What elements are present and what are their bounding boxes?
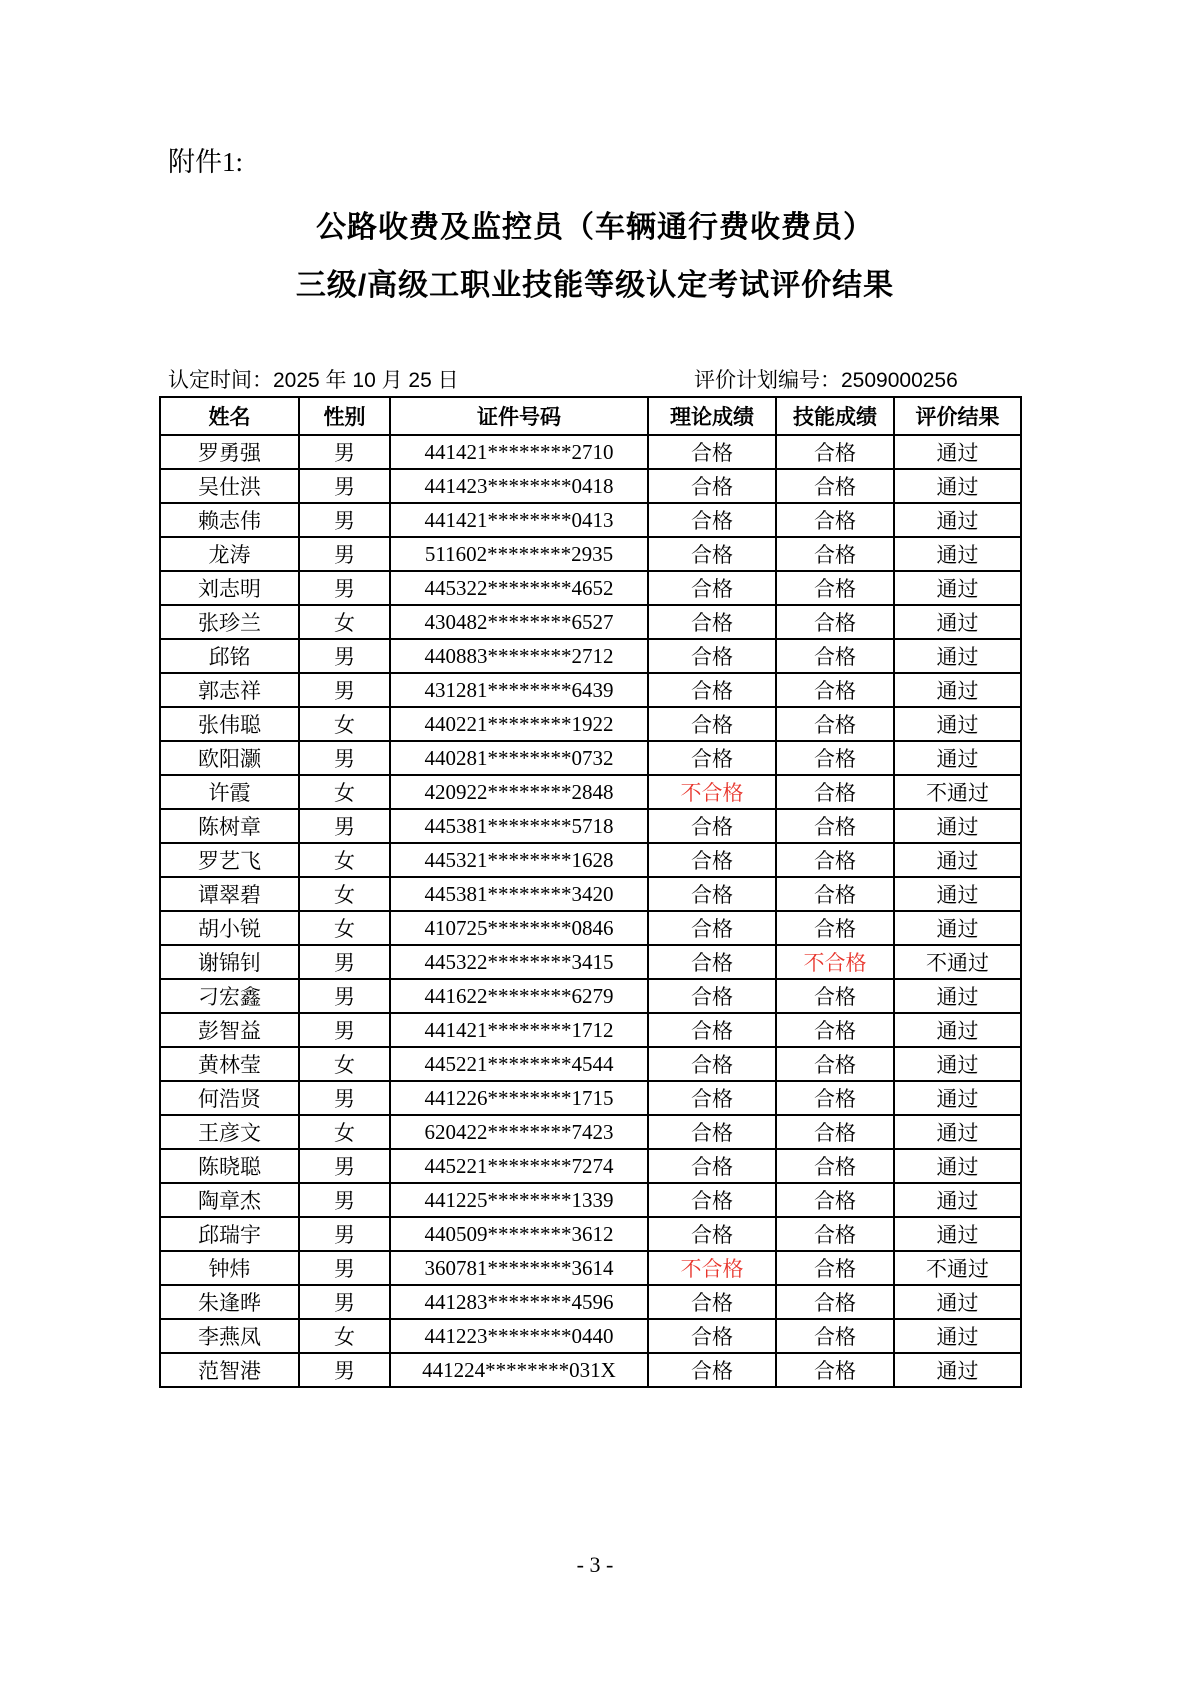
cell-name: 吴仕洪 xyxy=(160,469,299,503)
table-row xyxy=(160,741,1021,775)
cell-id_number: 441223********0440 xyxy=(390,1319,648,1353)
certification-time-value: 2025 年 10 月 25 日 xyxy=(273,369,459,392)
cell-skill_score: 合格 xyxy=(776,1353,894,1387)
cell-result: 通过 xyxy=(894,1115,1021,1149)
cell-result: 通过 xyxy=(894,435,1021,469)
table-row xyxy=(160,1217,1021,1251)
cell-name: 陈晓聪 xyxy=(160,1149,299,1183)
cell-gender: 男 xyxy=(299,673,390,707)
cell-theory_score: 合格 xyxy=(648,435,776,469)
cell-theory_score: 合格 xyxy=(648,1013,776,1047)
table-row xyxy=(160,537,1021,571)
cell-name: 邱瑞宇 xyxy=(160,1217,299,1251)
column-header-skill_score: 技能成绩 xyxy=(776,397,894,435)
table-row xyxy=(160,605,1021,639)
cell-gender: 女 xyxy=(299,605,390,639)
cell-skill_score: 合格 xyxy=(776,1217,894,1251)
cell-gender: 男 xyxy=(299,945,390,979)
cell-gender: 男 xyxy=(299,1251,390,1285)
cell-result: 通过 xyxy=(894,979,1021,1013)
cell-id_number: 441421********2710 xyxy=(390,435,648,469)
cell-gender: 女 xyxy=(299,843,390,877)
cell-theory_score: 合格 xyxy=(648,877,776,911)
evaluation-plan-number-value: 2509000256 xyxy=(841,369,958,392)
cell-skill_score: 合格 xyxy=(776,605,894,639)
cell-skill_score: 合格 xyxy=(776,1183,894,1217)
cell-result: 通过 xyxy=(894,537,1021,571)
cell-id_number: 441423********0418 xyxy=(390,469,648,503)
cell-result: 通过 xyxy=(894,639,1021,673)
cell-theory_score: 合格 xyxy=(648,707,776,741)
cell-result: 通过 xyxy=(894,1013,1021,1047)
cell-theory_score: 合格 xyxy=(648,979,776,1013)
cell-result: 通过 xyxy=(894,809,1021,843)
cell-name: 黄林莹 xyxy=(160,1047,299,1081)
cell-name: 张伟聪 xyxy=(160,707,299,741)
cell-id_number: 445221********7274 xyxy=(390,1149,648,1183)
cell-result: 不通过 xyxy=(894,1251,1021,1285)
cell-id_number: 420922********2848 xyxy=(390,775,648,809)
cell-theory_score: 合格 xyxy=(648,605,776,639)
table-row xyxy=(160,945,1021,979)
column-header-name: 姓名 xyxy=(160,397,299,435)
certification-time xyxy=(168,364,459,394)
table-row xyxy=(160,1047,1021,1081)
cell-theory_score: 合格 xyxy=(648,1115,776,1149)
cell-name: 罗勇强 xyxy=(160,435,299,469)
cell-gender: 男 xyxy=(299,435,390,469)
cell-id_number: 440509********3612 xyxy=(390,1217,648,1251)
cell-name: 王彦文 xyxy=(160,1115,299,1149)
cell-theory_score: 合格 xyxy=(648,809,776,843)
document-title-line-2: 三级/高级工职业技能等级认定考试评价结果 xyxy=(295,269,895,302)
attachment-label: 附件1: xyxy=(168,147,244,177)
cell-id_number: 445322********3415 xyxy=(390,945,648,979)
cell-name: 邱铭 xyxy=(160,639,299,673)
cell-gender: 女 xyxy=(299,1115,390,1149)
table-row xyxy=(160,1013,1021,1047)
cell-result: 通过 xyxy=(894,1081,1021,1115)
cell-id_number: 511602********2935 xyxy=(390,537,648,571)
cell-gender: 男 xyxy=(299,571,390,605)
cell-skill_score: 合格 xyxy=(776,1081,894,1115)
cell-gender: 男 xyxy=(299,639,390,673)
table-row xyxy=(160,1319,1021,1353)
cell-name: 胡小锐 xyxy=(160,911,299,945)
cell-id_number: 430482********6527 xyxy=(390,605,648,639)
cell-gender: 男 xyxy=(299,1149,390,1183)
cell-id_number: 445381********3420 xyxy=(390,877,648,911)
cell-id_number: 441421********1712 xyxy=(390,1013,648,1047)
cell-skill_score: 合格 xyxy=(776,809,894,843)
cell-skill_score: 合格 xyxy=(776,979,894,1013)
cell-theory_score: 不合格 xyxy=(648,775,776,809)
cell-theory_score: 合格 xyxy=(648,1217,776,1251)
cell-id_number: 441421********0413 xyxy=(390,503,648,537)
cell-name: 龙涛 xyxy=(160,537,299,571)
table-row xyxy=(160,1285,1021,1319)
cell-id_number: 431281********6439 xyxy=(390,673,648,707)
cell-result: 通过 xyxy=(894,1353,1021,1387)
table-row xyxy=(160,979,1021,1013)
cell-id_number: 445321********1628 xyxy=(390,843,648,877)
column-header-id_number: 证件号码 xyxy=(390,397,648,435)
table-header-row xyxy=(160,397,1021,435)
cell-skill_score: 合格 xyxy=(776,1047,894,1081)
cell-theory_score: 合格 xyxy=(648,1353,776,1387)
cell-skill_score: 合格 xyxy=(776,775,894,809)
table-row xyxy=(160,809,1021,843)
evaluation-plan-number-label: 评价计划编号： xyxy=(694,368,841,392)
cell-skill_score: 合格 xyxy=(776,673,894,707)
cell-theory_score: 合格 xyxy=(648,911,776,945)
cell-result: 通过 xyxy=(894,843,1021,877)
cell-theory_score: 合格 xyxy=(648,1183,776,1217)
cell-skill_score: 不合格 xyxy=(776,945,894,979)
cell-gender: 女 xyxy=(299,707,390,741)
cell-theory_score: 合格 xyxy=(648,1149,776,1183)
cell-skill_score: 合格 xyxy=(776,1319,894,1353)
cell-id_number: 445221********4544 xyxy=(390,1047,648,1081)
table-body xyxy=(160,435,1021,1387)
cell-name: 钟炜 xyxy=(160,1251,299,1285)
cell-result: 不通过 xyxy=(894,945,1021,979)
cell-skill_score: 合格 xyxy=(776,503,894,537)
table-row xyxy=(160,1183,1021,1217)
cell-name: 陈树章 xyxy=(160,809,299,843)
cell-theory_score: 合格 xyxy=(648,843,776,877)
cell-name: 陶章杰 xyxy=(160,1183,299,1217)
cell-gender: 男 xyxy=(299,1285,390,1319)
cell-gender: 男 xyxy=(299,979,390,1013)
cell-id_number: 441283********4596 xyxy=(390,1285,648,1319)
cell-skill_score: 合格 xyxy=(776,843,894,877)
evaluation-plan-number xyxy=(694,364,958,394)
cell-theory_score: 合格 xyxy=(648,945,776,979)
cell-id_number: 410725********0846 xyxy=(390,911,648,945)
column-header-theory_score: 理论成绩 xyxy=(648,397,776,435)
cell-name: 范智港 xyxy=(160,1353,299,1387)
table-row xyxy=(160,469,1021,503)
cell-skill_score: 合格 xyxy=(776,537,894,571)
cell-result: 通过 xyxy=(894,1149,1021,1183)
cell-result: 通过 xyxy=(894,741,1021,775)
cell-result: 通过 xyxy=(894,469,1021,503)
cell-name: 朱逢晔 xyxy=(160,1285,299,1319)
cell-gender: 男 xyxy=(299,1081,390,1115)
cell-gender: 男 xyxy=(299,809,390,843)
table-row xyxy=(160,1149,1021,1183)
table-row xyxy=(160,1251,1021,1285)
cell-name: 彭智益 xyxy=(160,1013,299,1047)
table-row xyxy=(160,707,1021,741)
cell-skill_score: 合格 xyxy=(776,1251,894,1285)
cell-name: 何浩贤 xyxy=(160,1081,299,1115)
cell-result: 通过 xyxy=(894,1285,1021,1319)
cell-name: 赖志伟 xyxy=(160,503,299,537)
cell-result: 通过 xyxy=(894,571,1021,605)
cell-id_number: 441225********1339 xyxy=(390,1183,648,1217)
cell-gender: 男 xyxy=(299,1353,390,1387)
cell-name: 许霞 xyxy=(160,775,299,809)
cell-id_number: 441226********1715 xyxy=(390,1081,648,1115)
cell-name: 郭志祥 xyxy=(160,673,299,707)
cell-result: 不通过 xyxy=(894,775,1021,809)
cell-gender: 男 xyxy=(299,503,390,537)
table-row xyxy=(160,673,1021,707)
table-row xyxy=(160,1115,1021,1149)
cell-theory_score: 合格 xyxy=(648,673,776,707)
cell-skill_score: 合格 xyxy=(776,877,894,911)
table-row xyxy=(160,1081,1021,1115)
cell-result: 通过 xyxy=(894,1319,1021,1353)
cell-skill_score: 合格 xyxy=(776,1115,894,1149)
cell-theory_score: 合格 xyxy=(648,1081,776,1115)
cell-name: 刘志明 xyxy=(160,571,299,605)
cell-name: 张珍兰 xyxy=(160,605,299,639)
cell-id_number: 620422********7423 xyxy=(390,1115,648,1149)
table-row xyxy=(160,911,1021,945)
column-header-gender: 性别 xyxy=(299,397,390,435)
cell-gender: 男 xyxy=(299,1013,390,1047)
cell-skill_score: 合格 xyxy=(776,469,894,503)
table-row xyxy=(160,843,1021,877)
cell-result: 通过 xyxy=(894,673,1021,707)
cell-result: 通过 xyxy=(894,1183,1021,1217)
cell-id_number: 441622********6279 xyxy=(390,979,648,1013)
cell-skill_score: 合格 xyxy=(776,1149,894,1183)
table-row xyxy=(160,877,1021,911)
cell-gender: 男 xyxy=(299,469,390,503)
cell-skill_score: 合格 xyxy=(776,741,894,775)
cell-gender: 男 xyxy=(299,1183,390,1217)
table-row xyxy=(160,503,1021,537)
cell-theory_score: 合格 xyxy=(648,469,776,503)
cell-gender: 女 xyxy=(299,775,390,809)
table-row xyxy=(160,639,1021,673)
cell-theory_score: 合格 xyxy=(648,741,776,775)
cell-id_number: 441224********031X xyxy=(390,1353,648,1387)
cell-theory_score: 合格 xyxy=(648,571,776,605)
page-number: - 3 - xyxy=(576,1552,614,1577)
cell-gender: 男 xyxy=(299,1217,390,1251)
cell-name: 李燕凤 xyxy=(160,1319,299,1353)
cell-id_number: 440281********0732 xyxy=(390,741,648,775)
cell-id_number: 445381********5718 xyxy=(390,809,648,843)
cell-gender: 女 xyxy=(299,1319,390,1353)
cell-skill_score: 合格 xyxy=(776,639,894,673)
cell-gender: 男 xyxy=(299,537,390,571)
table-row xyxy=(160,435,1021,469)
cell-skill_score: 合格 xyxy=(776,911,894,945)
cell-theory_score: 合格 xyxy=(648,639,776,673)
column-header-result: 评价结果 xyxy=(894,397,1021,435)
cell-skill_score: 合格 xyxy=(776,1285,894,1319)
cell-result: 通过 xyxy=(894,503,1021,537)
cell-id_number: 445322********4652 xyxy=(390,571,648,605)
cell-theory_score: 合格 xyxy=(648,1319,776,1353)
certification-time-label: 认定时间： xyxy=(168,368,273,392)
cell-result: 通过 xyxy=(894,911,1021,945)
cell-result: 通过 xyxy=(894,877,1021,911)
cell-theory_score: 合格 xyxy=(648,537,776,571)
cell-name: 刁宏鑫 xyxy=(160,979,299,1013)
cell-result: 通过 xyxy=(894,605,1021,639)
cell-name: 欧阳灏 xyxy=(160,741,299,775)
cell-name: 谢锦钊 xyxy=(160,945,299,979)
document-title-line-1: 公路收费及监控员（车辆通行费收费员） xyxy=(316,211,874,244)
cell-theory_score: 不合格 xyxy=(648,1251,776,1285)
table-row xyxy=(160,571,1021,605)
cell-gender: 女 xyxy=(299,1047,390,1081)
cell-id_number: 440221********1922 xyxy=(390,707,648,741)
results-table xyxy=(159,396,1022,1388)
cell-theory_score: 合格 xyxy=(648,503,776,537)
cell-id_number: 440883********2712 xyxy=(390,639,648,673)
cell-skill_score: 合格 xyxy=(776,1013,894,1047)
cell-gender: 女 xyxy=(299,877,390,911)
table-row xyxy=(160,775,1021,809)
table-row xyxy=(160,1353,1021,1387)
cell-result: 通过 xyxy=(894,1217,1021,1251)
cell-theory_score: 合格 xyxy=(648,1047,776,1081)
cell-skill_score: 合格 xyxy=(776,707,894,741)
cell-theory_score: 合格 xyxy=(648,1285,776,1319)
cell-result: 通过 xyxy=(894,1047,1021,1081)
cell-id_number: 360781********3614 xyxy=(390,1251,648,1285)
cell-gender: 女 xyxy=(299,911,390,945)
cell-gender: 男 xyxy=(299,741,390,775)
cell-skill_score: 合格 xyxy=(776,435,894,469)
cell-result: 通过 xyxy=(894,707,1021,741)
cell-name: 罗艺飞 xyxy=(160,843,299,877)
cell-skill_score: 合格 xyxy=(776,571,894,605)
cell-name: 谭翠碧 xyxy=(160,877,299,911)
